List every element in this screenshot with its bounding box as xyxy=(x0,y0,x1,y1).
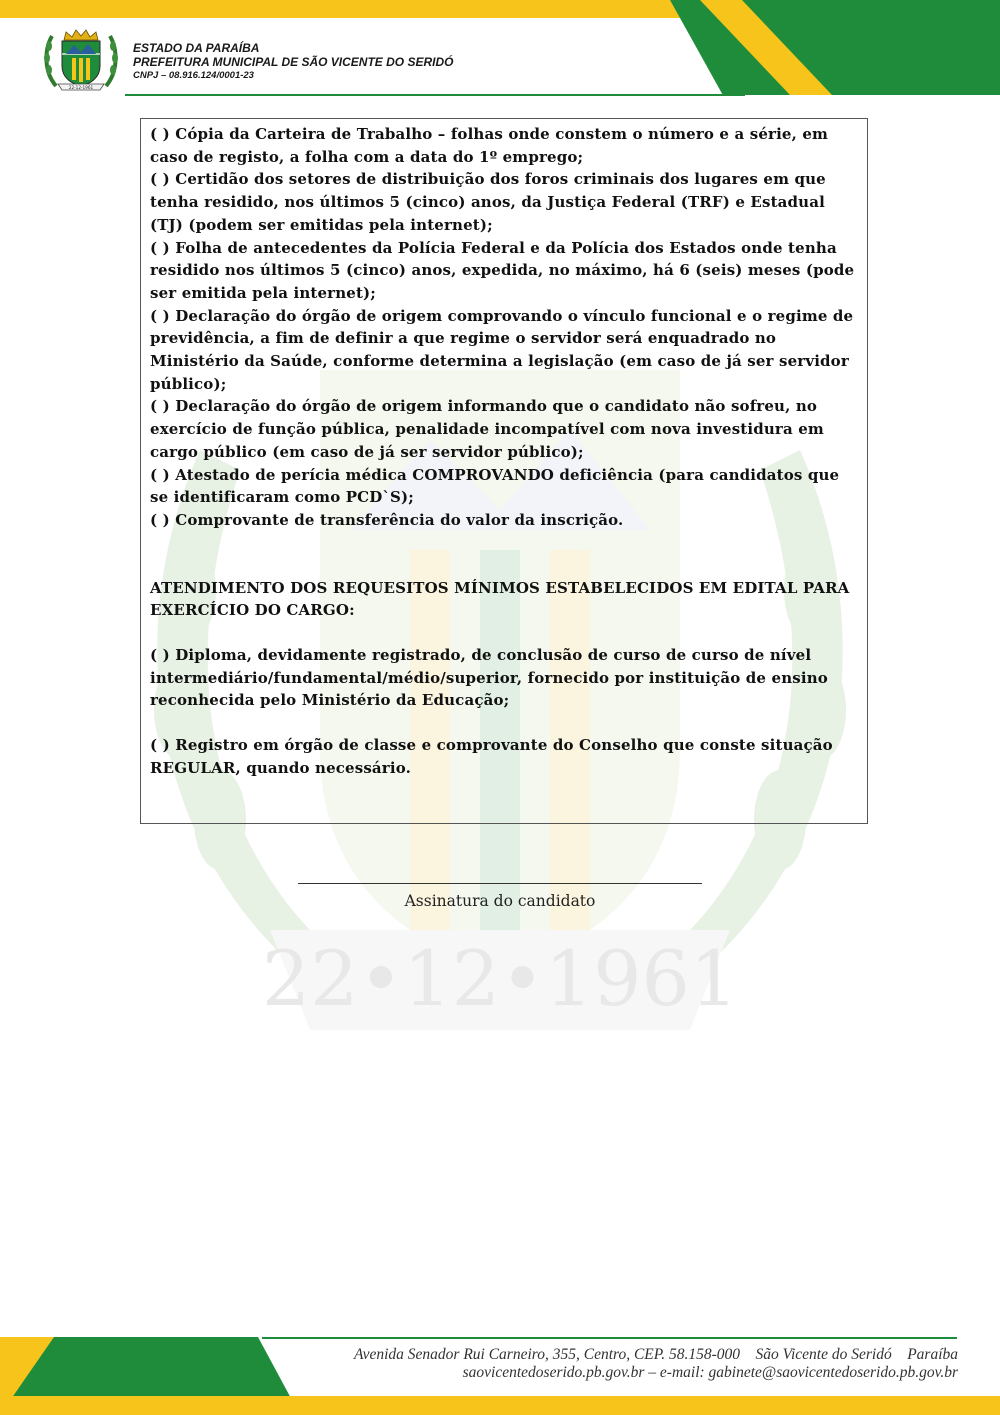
header-prefecture: PREFEITURA MUNICIPAL DE SÃO VICENTE DO SERIDÓ xyxy=(133,55,454,69)
signature-line xyxy=(298,883,702,884)
signature-label: Assinatura do candidato xyxy=(404,892,596,910)
footer-divider xyxy=(262,1337,957,1339)
header-institution xyxy=(133,41,453,83)
checklist-item-comprovante-inscricao: ( ) Comprovante de transferência do valor da inscrição. xyxy=(150,510,624,529)
checklist-item-diploma: ( ) Diploma, devidamente registrado, de conclusão de curso de curso de nível intermediário/fundamental/médio/superior, fornecido por instituição de ensino reconhecida pelo Ministério da Educação; xyxy=(150,646,828,710)
crest-motto: 22-12-1961 xyxy=(68,85,94,90)
header-divider xyxy=(125,94,745,96)
checklist-item-carteira-trabalho: ( ) Cópia da Carteira de Trabalho – folhas onde constem o número e a série, em caso de registo, a folha com a data do 1º emprego; xyxy=(150,125,829,166)
checklist-item-declaracao-penalidade: ( ) Declaração do órgão de origem informando que o candidato não sofreu, no exercício de função pública, penalidade incompatível com nova investidura em cargo público (em caso de já ser servidor público); xyxy=(150,397,824,461)
footer-website-email: saovicentedoserido.pb.gov.br – e-mail: gabinete@saovicentedoserido.pb.gov.br xyxy=(462,1364,958,1381)
checklist-item-antecedentes-policia: ( ) Folha de antecedentes da Polícia Federal e da Polícia dos Estados onde tenha residido nos últimos 5 (cinco) anos, expedida, no máximo, há 6 (seis) meses (pode ser emitida pela internet); xyxy=(150,238,855,302)
checklist-item-declaracao-vinculo: ( ) Declaração do órgão de origem comprovando o vínculo funcional e o regime de previdência, a fim de definir a que regime o servidor será enquadrado no Ministério da Saúde, conforme determina a legislação (em caso de já ser servidor público); xyxy=(150,306,854,393)
footer-yellow-bar xyxy=(0,1396,1000,1415)
footer-contact xyxy=(354,1346,958,1382)
watermark-date: 22•12•1961 xyxy=(261,934,739,1023)
municipal-crest-icon xyxy=(42,28,120,92)
checklist-item-atestado-pericia: ( ) Atestado de perícia médica COMPROVANDO deficiência (para candidatos que se identificaram como PCD`S); xyxy=(150,465,840,507)
checklist-item-certidao-foros: ( ) Certidão dos setores de distribuição dos foros criminais dos lugares em que tenha residido, nos últimos 5 (cinco) anos, da Justiça Federal (TRF) e Estadual (TJ) (podem ser emitidas pela internet); xyxy=(150,170,826,234)
checklist-item-registro-classe: ( ) Registro em órgão de classe e comprovante do Conselho que conste situação REGULAR, quando necessário. xyxy=(150,736,833,777)
header-state: ESTADO DA PARAÍBA xyxy=(133,41,260,55)
footer-address: Avenida Senador Rui Carneiro, 355, Centro, CEP. 58.158-000 São Vicente do Seridó Paraíba xyxy=(353,1346,958,1363)
document-checklist xyxy=(140,118,868,824)
header-cnpj: CNPJ – 08.916.124/0001-23 xyxy=(133,70,254,81)
section-title-requisitos: ATENDIMENTO DOS REQUESITOS MÍNIMOS ESTABELECIDOS EM EDITAL PARA EXERCÍCIO DO CARGO: xyxy=(150,578,850,620)
